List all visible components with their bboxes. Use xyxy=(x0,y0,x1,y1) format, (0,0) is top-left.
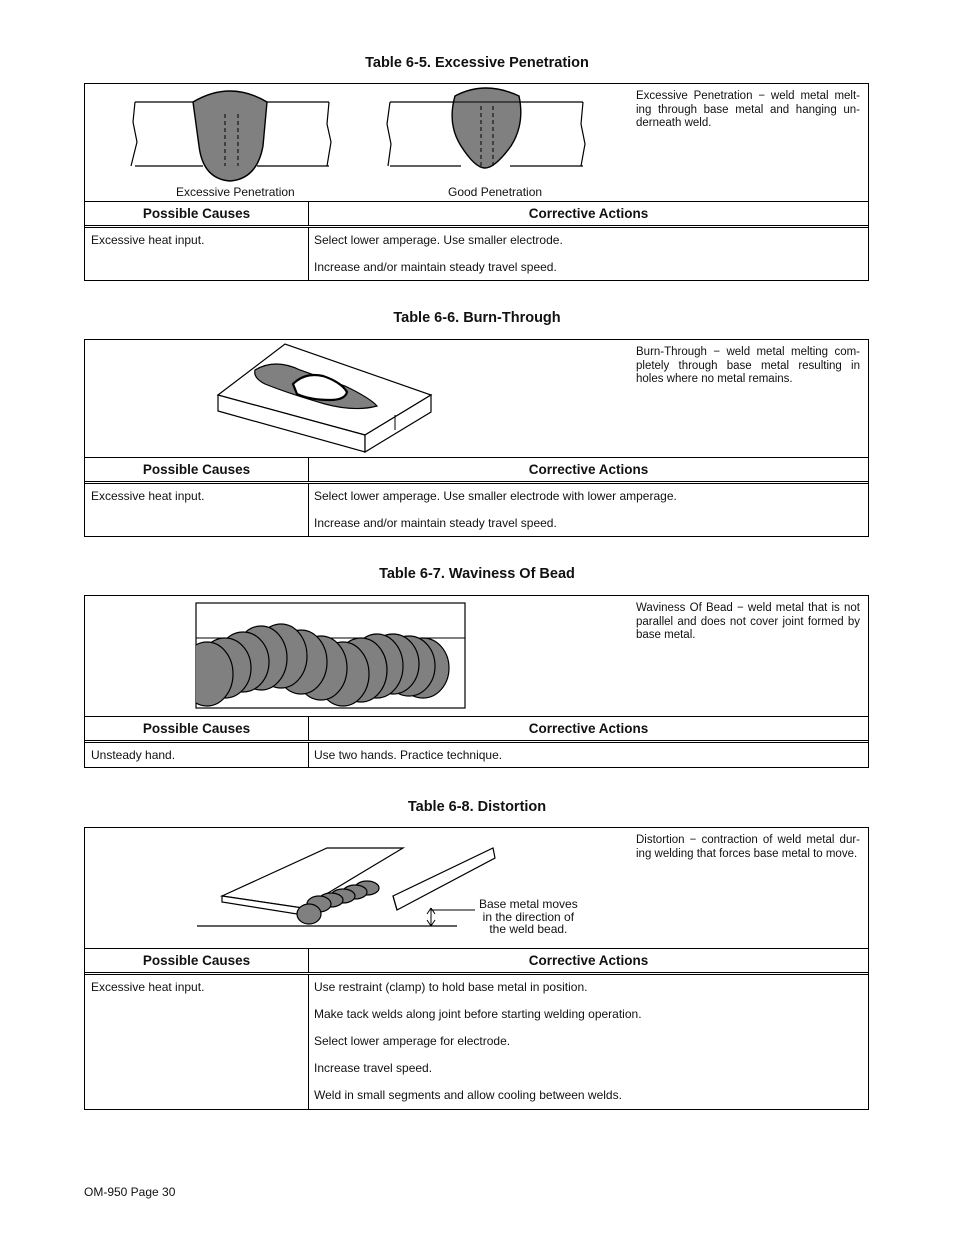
cause-cell: Excessive heat input. xyxy=(85,484,309,536)
actions-cell xyxy=(309,975,868,1109)
action-item: Make tack welds along joint before starting welding operation. xyxy=(314,1007,642,1021)
figure-burn-through xyxy=(85,340,868,458)
actions-cell xyxy=(309,228,868,280)
header-corrective-actions: Corrective Actions xyxy=(528,721,649,736)
table-excessive-penetration xyxy=(84,83,869,281)
caption-base-metal-moves xyxy=(479,898,578,936)
description-distortion: Distortion − contraction of weld metal dur-ing welding that forces base metal to move. xyxy=(636,834,860,860)
excessive-weld-bead xyxy=(193,91,267,181)
header-corrective-actions: Corrective Actions xyxy=(528,462,649,477)
header-corrective-actions: Corrective Actions xyxy=(528,953,649,968)
header-possible-causes: Possible Causes xyxy=(85,949,309,972)
caption-good-penetration: Good Penetration xyxy=(448,185,543,199)
figure-waviness xyxy=(85,596,868,717)
action-item: Select lower amperage. Use smaller electrode with lower amperage. xyxy=(314,489,677,503)
header-possible-causes: Possible Causes xyxy=(85,202,309,225)
description-burn-through: Burn-Through − weld metal melting com-pletely through base metal resulting in holes where no metal remains. xyxy=(636,346,860,386)
table-title-waviness: Table 6-7. Waviness Of Bead xyxy=(379,566,575,582)
description-waviness: Waviness Of Bead − weld metal that is not parallel and does not cover joint formed by base metal. xyxy=(636,602,860,642)
figure-distortion xyxy=(85,828,868,949)
header-possible-causes: Possible Causes xyxy=(85,458,309,481)
header-corrective-actions: Corrective Actions xyxy=(528,206,649,221)
action-item: Weld in small segments and allow cooling between welds. xyxy=(314,1088,622,1102)
table-title-distortion: Table 6-8. Distortion xyxy=(407,799,547,815)
table-header xyxy=(85,717,868,743)
caption-line: in the direction of xyxy=(482,909,575,924)
table-distortion xyxy=(84,827,869,1110)
caption-line: Base metal moves xyxy=(479,897,578,911)
table-row xyxy=(85,975,868,1109)
description-excessive-penetration: Excessive Penetration − weld metal melt-ing through base metal and hanging un-derneath weld. xyxy=(636,90,860,130)
actions-cell xyxy=(309,743,868,767)
actions-cell xyxy=(309,484,868,536)
table-title-burn-through: Table 6-6. Burn-Through xyxy=(393,310,561,326)
action-item: Increase travel speed. xyxy=(314,1061,433,1075)
cause-cell: Excessive heat input. xyxy=(85,975,309,1109)
cause-cell: Excessive heat input. xyxy=(85,228,309,280)
caption-excessive-penetration: Excessive Penetration xyxy=(176,185,295,199)
table-header xyxy=(85,202,868,228)
table-row xyxy=(85,484,868,536)
table-header xyxy=(85,458,868,484)
action-item: Select lower amperage. Use smaller electrode. xyxy=(314,233,563,247)
caption-line: the weld bead. xyxy=(489,922,568,936)
header-possible-causes: Possible Causes xyxy=(85,717,309,740)
action-item: Select lower amperage for electrode. xyxy=(314,1034,511,1048)
cause-cell: Unsteady hand. xyxy=(85,743,309,767)
table-title-excessive-penetration: Table 6-5. Excessive Penetration xyxy=(365,55,589,71)
table-row xyxy=(85,743,868,767)
table-row xyxy=(85,228,868,280)
page-footer: OM-950 Page 30 xyxy=(84,1185,176,1199)
action-item: Increase and/or maintain steady travel speed. xyxy=(314,260,557,274)
action-item: Use two hands. Practice technique. xyxy=(314,748,503,762)
table-waviness-of-bead xyxy=(84,595,869,768)
action-item: Use restraint (clamp) to hold base metal in position. xyxy=(314,980,588,994)
good-weld-bead xyxy=(452,88,521,168)
table-burn-through xyxy=(84,339,869,537)
table-header xyxy=(85,949,868,975)
action-item: Increase and/or maintain steady travel speed. xyxy=(314,516,557,530)
figure-excessive-penetration xyxy=(85,84,868,202)
